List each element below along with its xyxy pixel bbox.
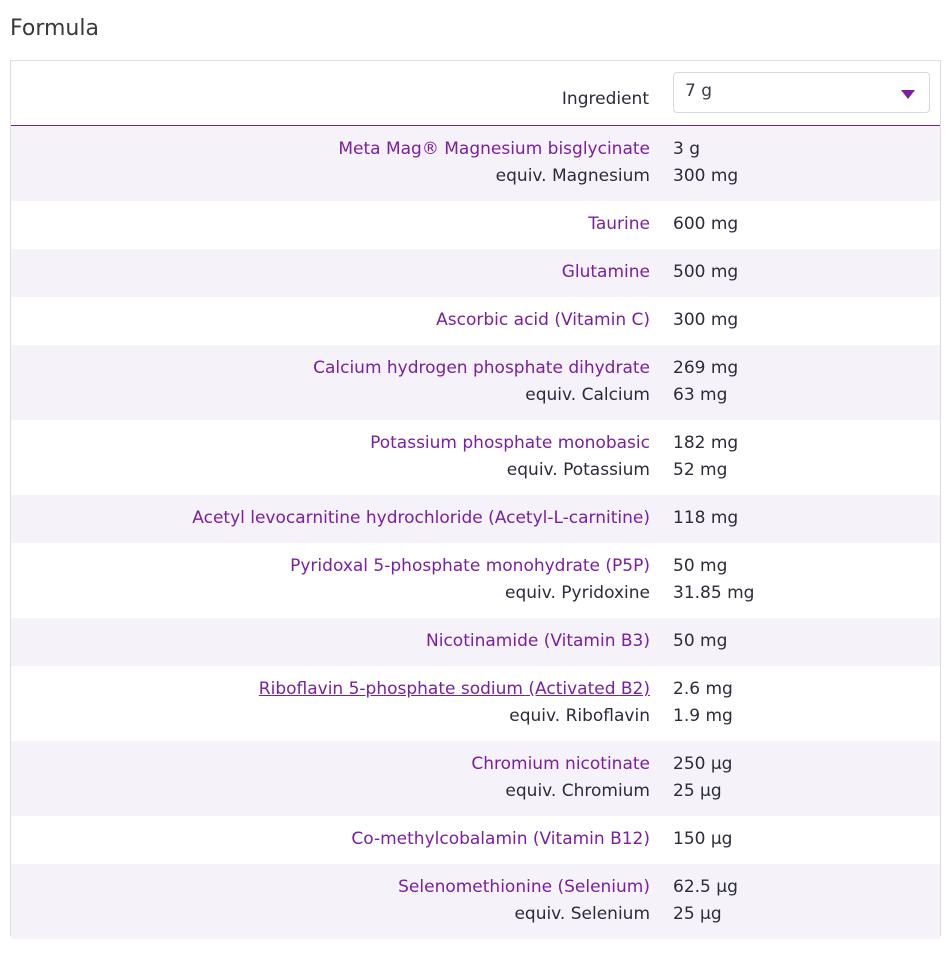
ingredient-amount: 182 mg <box>673 433 739 453</box>
ingredient-row <box>11 864 940 939</box>
ingredient-amount: 600 mg <box>673 214 739 234</box>
ingredient-name: Chromium nicotinate <box>471 754 650 774</box>
ingredient-amount: 500 mg <box>673 262 739 282</box>
ingredient-row <box>11 345 940 420</box>
serving-size-value: 7 g <box>685 81 713 101</box>
ingredient-amount: 2.6 mg <box>673 679 733 699</box>
equivalent-amount: 25 µg <box>673 781 722 801</box>
ingredient-row <box>11 816 940 864</box>
equivalent-amount: 1.9 mg <box>673 706 733 726</box>
ingredient-name: Co-methylcobalamin (Vitamin B12) <box>351 829 650 849</box>
ingredient-amount: 150 µg <box>673 829 733 849</box>
equivalent-name: equiv. Pyridoxine <box>504 583 650 603</box>
ingredient-row <box>11 126 940 201</box>
equivalent-name: equiv. Riboflavin <box>509 706 650 726</box>
equivalent-name: equiv. Calcium <box>525 385 650 405</box>
ingredient-row <box>11 297 940 345</box>
ingredient-name: Nicotinamide (Vitamin B3) <box>426 631 650 651</box>
equivalent-amount: 63 mg <box>673 385 728 405</box>
equivalent-amount: 300 mg <box>673 166 739 186</box>
page-title: Formula <box>10 16 99 41</box>
ingredient-amount: 3 g <box>673 139 701 159</box>
ingredient-row <box>11 201 940 249</box>
ingredient-row <box>11 543 940 618</box>
ingredient-row <box>11 495 940 543</box>
ingredient-row <box>11 420 940 495</box>
ingredient-name: Ascorbic acid (Vitamin C) <box>436 310 650 330</box>
ingredient-amount: 50 mg <box>673 631 728 651</box>
ingredient-row <box>11 249 940 297</box>
equivalent-amount: 25 µg <box>673 904 722 924</box>
equivalent-name: equiv. Chromium <box>505 781 650 801</box>
ingredient-name: Taurine <box>588 214 650 234</box>
ingredient-name: Meta Mag® Magnesium bisglycinate <box>338 139 650 159</box>
ingredient-name: Glutamine <box>561 262 650 282</box>
ingredient-name: Pyridoxal 5-phosphate monohydrate (P5P) <box>290 556 650 576</box>
serving-size-select[interactable] <box>673 72 930 113</box>
equivalent-amount: 52 mg <box>673 460 728 480</box>
chevron-down-icon <box>901 90 915 99</box>
ingredient-name: Calcium hydrogen phosphate dihydrate <box>313 358 650 378</box>
table-header <box>11 61 940 126</box>
ingredient-list <box>11 126 940 939</box>
ingredient-amount: 50 mg <box>673 556 728 576</box>
ingredient-row <box>11 741 940 816</box>
equivalent-name: equiv. Magnesium <box>495 166 650 186</box>
ingredient-name: Selenomethionine (Selenium) <box>398 877 650 897</box>
ingredient-amount: 118 mg <box>673 508 739 528</box>
ingredient-name: Acetyl levocarnitine hydrochloride (Acetyl-L-carnitine) <box>192 508 650 528</box>
ingredient-name: Potassium phosphate monobasic <box>370 433 650 453</box>
ingredient-link[interactable]: Riboflavin 5-phosphate sodium (Activated B2) <box>258 679 650 699</box>
ingredient-row <box>11 666 940 741</box>
ingredient-amount: 62.5 µg <box>673 877 738 897</box>
ingredient-amount: 269 mg <box>673 358 739 378</box>
equivalent-name: equiv. Selenium <box>514 904 650 924</box>
ingredient-row <box>11 618 940 666</box>
equivalent-name: equiv. Potassium <box>506 460 650 480</box>
ingredient-amount: 300 mg <box>673 310 739 330</box>
formula-table <box>10 60 941 936</box>
ingredient-amount: 250 µg <box>673 754 733 774</box>
ingredient-column-label: Ingredient <box>561 89 649 109</box>
equivalent-amount: 31.85 mg <box>673 583 755 603</box>
